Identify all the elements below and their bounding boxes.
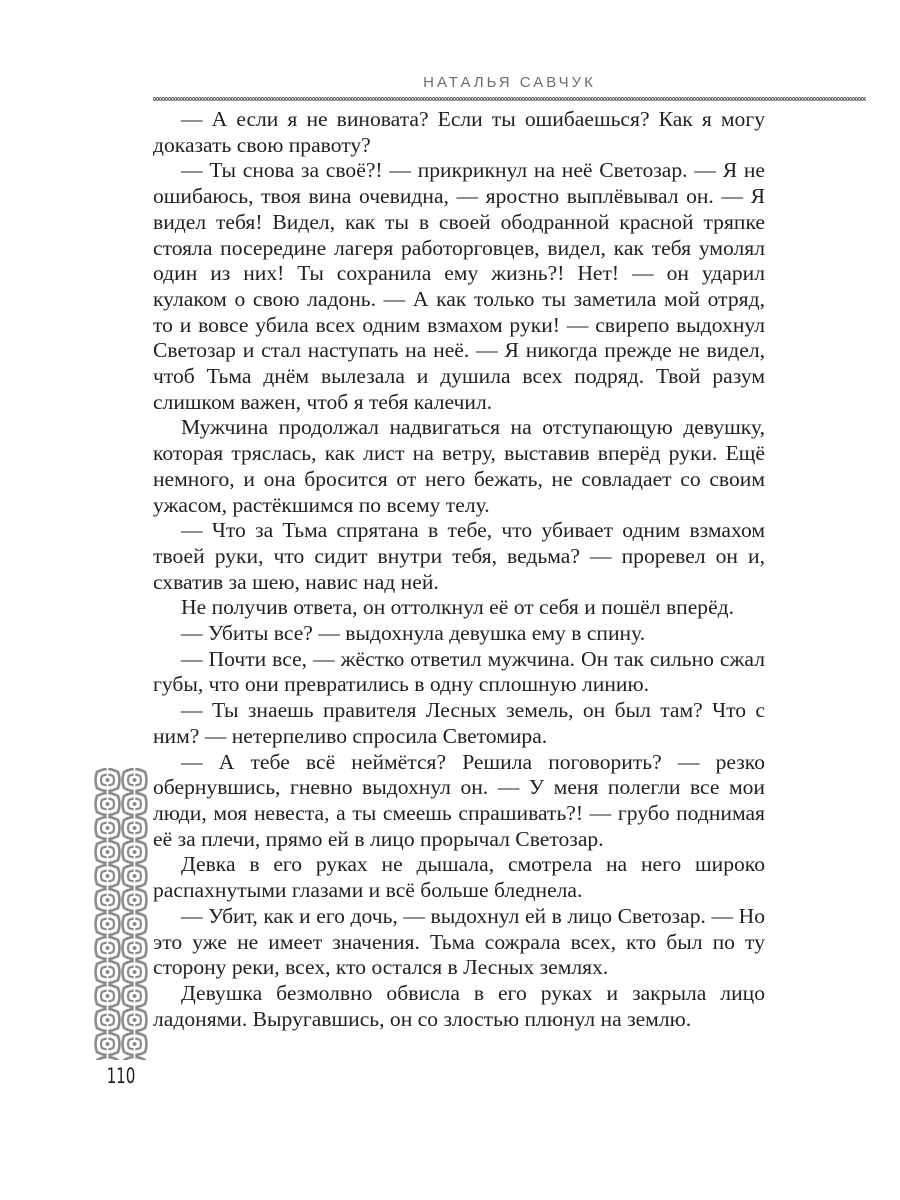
paragraph: — Ты снова за своё?! — прикрикнул на неё Светозар. — Я не ошибаюсь, твоя вина очевидна, — яростно выплёвывал он. — Я видел тебя! Видел, как ты в своей ободранной красной тряпке стояла посередине лагеря работорговцев, видел, как тебя умолял один из них! Ты сохранила ему жизнь?! Нет! — он ударил кулаком о свою ладонь. — А как только ты заметила мой отряд, то и вовсе убила всех одним взмахом руки! — свирепо выдохнул Светозар и стал наступать на неё. — Я никогда прежде не видел, чтоб Тьма днём вылезала и душила всех подряд. Твой разум слишком важен, чтоб я тебя калечил.: [153, 158, 765, 414]
paragraph: — Почти все, — жёстко ответил мужчина. Он так сильно сжал губы, что они превратились в одну сплошную линию.: [153, 646, 765, 697]
paragraph: — Что за Тьма спрятана в тебе, что убивает одним взмахом твоей руки, что сидит внутри тебя, ведьма? — проревел он и, схватив за шею, навис над ней.: [153, 518, 765, 594]
paragraph: Девушка безмолвно обвисла в его руках и закрыла лицо ладонями. Выругавшись, он со злостью плюнул на землю.: [153, 980, 765, 1031]
paragraph: — Убит, как и его дочь, — выдохнул ей в лицо Светозар. — Но это уже не имеет значения. Тьма сожрала всех, кто был по ту сторону реки, всех, кто остался в Лесных землях.: [153, 903, 765, 980]
paragraph: Не получив ответа, он оттолкнул её от себя и пошёл вперёд.: [181, 595, 735, 620]
paragraph: — Убиты все? — выдохнула девушка ему в спину.: [181, 621, 646, 646]
body-text: [153, 107, 765, 1032]
paragraph: — Ты знаешь правителя Лесных земель, он был там? Что с ним? — нетерпеливо спросила Светомира.: [153, 698, 765, 748]
running-title: НАТАЛЬЯ САВЧУК: [423, 74, 596, 91]
paragraph: — А тебе всё неймётся? Решила поговорить? — резко обернувшись, гневно выдохнул он. — У меня полегли все мои люди, моя невеста, а ты смеешь спрашивать?! — грубо поднимая её за плечи, прямо ей в лицо прорычал Светозар.: [153, 749, 765, 851]
paragraph: Девка в его руках не дышала, смотрела на него широко распахнутыми глазами и всё больше бледнела.: [153, 852, 765, 903]
side-ornament-icon: [94, 768, 148, 1060]
header-rule: [153, 96, 866, 102]
paragraph: Мужчина продолжал надвигаться на отступающую девушку, которая тряслась, как лист на ветру, выставив вперёд руки. Ещё немного, и она бросится от него бежать, не совладает со своим ужасом, растёкшимся по всему телу.: [153, 415, 765, 517]
paragraph: — А если я не виновата? Если ты ошибаешься? Как я могу доказать свою правоту?: [153, 107, 765, 157]
page-number: 110: [106, 1064, 136, 1088]
